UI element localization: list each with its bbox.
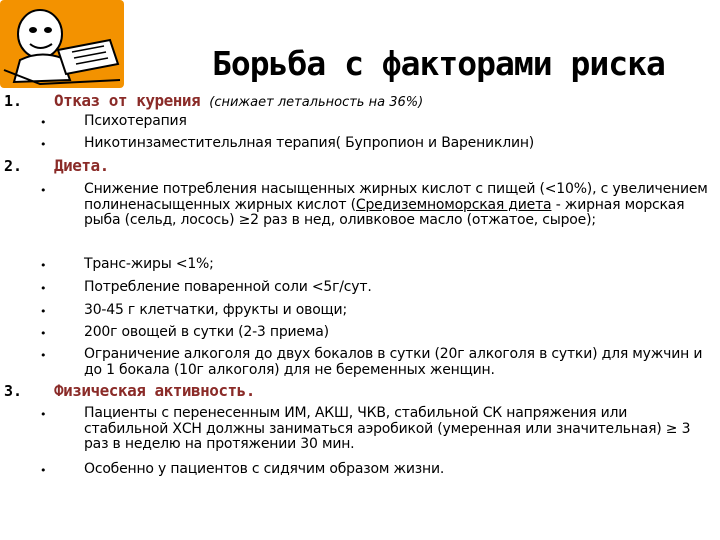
list-item: Никотинзаместительлная терапия( Бупропион и Варениклин): [84, 135, 535, 151]
list-item: Психотерапия: [84, 113, 187, 129]
section-heading: [54, 92, 423, 112]
page-title: Борьба с факторами риска: [212, 44, 665, 83]
reading-person-icon: [0, 0, 124, 88]
item-text: Снижение потребления насыщенных жирных кислот с пищей (<10%), с увеличением полиненасыщенных жирных кислот (: [84, 181, 708, 213]
list-item: Потребление поваренной соли <5г/сут.: [84, 279, 372, 295]
section-number: 1.: [4, 92, 23, 110]
bullet-icon: •: [40, 138, 47, 151]
list-item: Особенно у пациентов с сидячим образом жизни.: [84, 461, 445, 477]
section-heading: Физическая активность.: [54, 381, 255, 400]
bullet-icon: •: [40, 327, 47, 340]
list-item: [84, 182, 714, 229]
section-number: 2.: [4, 157, 23, 175]
list-item: 200г овощей в сутки (2-3 приема): [84, 324, 329, 340]
list-item: Ограничение алкоголя до двух бокалов в сутки (20г алкоголя в сутки) для мужчин и до 1 бокала (10г алкоголя) для не беременных женщин.: [84, 346, 703, 378]
bullet-icon: •: [40, 349, 47, 362]
list-item: Пациенты с перенесенным ИМ, АКШ, ЧКВ, стабильной СК напряжения или стабильной ХСН должны заниматься аэробикой (умеренная или значительная) ≥ 3 раз в неделю на протяжении 30 мин.: [84, 405, 691, 452]
list-item: 30-45 г клетчатки, фрукты и овощи;: [84, 302, 347, 318]
item-text: - жирная морская рыба (сельд, лосось) ≥2 раз в нед, оливковое масло (отжатое, сырое);: [84, 196, 685, 228]
bullet-icon: •: [40, 259, 47, 272]
logo: [0, 0, 124, 88]
section-heading: Диета.: [54, 156, 109, 175]
section-heading-text: Отказ от курения: [54, 91, 201, 110]
list-item: Транс-жиры <1%;: [84, 256, 214, 272]
bullet-icon: •: [40, 282, 47, 295]
bullet-icon: •: [40, 305, 47, 318]
bullet-icon: •: [40, 116, 47, 129]
item-underlined-text: Средиземноморская диета: [355, 196, 552, 213]
bullet-icon: •: [40, 408, 47, 421]
section-note: (снижает летальность на 36%): [209, 95, 424, 110]
bullet-icon: •: [40, 184, 47, 197]
bullet-icon: •: [40, 464, 47, 477]
section-number: 3.: [4, 382, 23, 400]
